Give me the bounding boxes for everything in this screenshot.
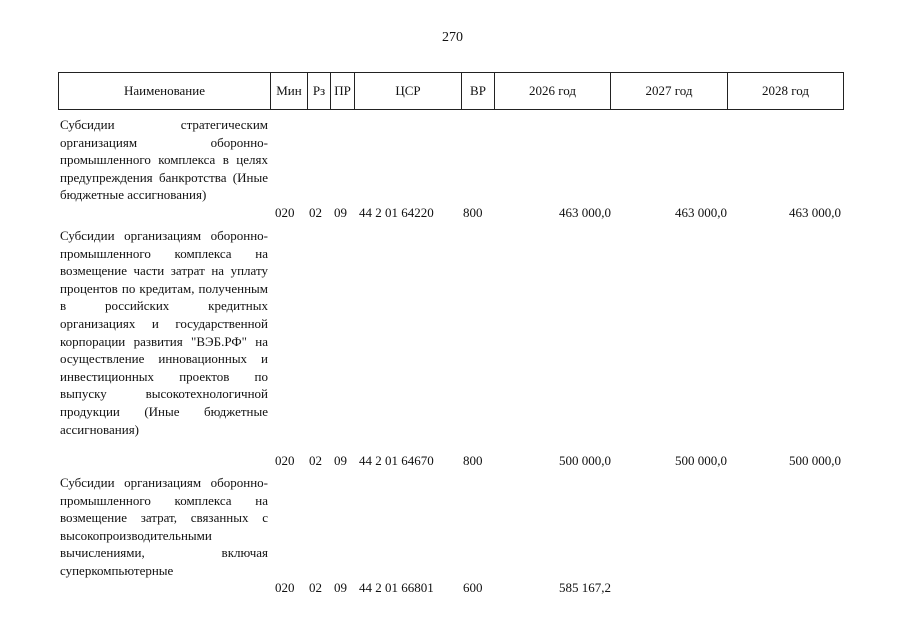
row-2028: 463 000,0: [789, 205, 841, 220]
row-csr: 44 2 01 66801: [359, 580, 434, 595]
header-2027: 2027 год: [611, 73, 728, 110]
header-rz: Рз: [308, 73, 331, 110]
row-pr: 09: [334, 205, 347, 220]
row-vr: 800: [463, 205, 483, 220]
row-min: 020: [275, 580, 295, 595]
header-min: Мин: [271, 73, 308, 110]
table-header: [58, 72, 844, 110]
row-rz: 02: [309, 205, 322, 220]
row-name: Субсидии стратегическим организациям оборонно-промышленного комплекса в целях предупреждения банкротства (Иные бюджетные ассигнования): [60, 117, 268, 203]
row-vr: 800: [463, 453, 483, 468]
header-2028: 2028 год: [728, 73, 844, 110]
header-pr: ПР: [331, 73, 355, 110]
row-pr: 09: [334, 453, 347, 468]
row-name: Субсидии организациям оборонно-промышленного комплекса на возмещение затрат, связанных с высокопроизводительными вычислениями, включая суперкомпьютерные: [60, 475, 268, 578]
row-csr: 44 2 01 64670: [359, 453, 434, 468]
row-csr: 44 2 01 64220: [359, 205, 434, 220]
header-csr: ЦСР: [355, 73, 462, 110]
row-min: 020: [275, 453, 295, 468]
row-2027: 500 000,0: [675, 453, 727, 468]
row-2028: 500 000,0: [789, 453, 841, 468]
row-pr: 09: [334, 580, 347, 595]
row-2026: 500 000,0: [559, 453, 611, 468]
header-name: Наименование: [59, 73, 271, 110]
row-2026: 585 167,2: [559, 580, 611, 595]
header-vr: ВР: [462, 73, 495, 110]
row-2026: 463 000,0: [559, 205, 611, 220]
row-2027: 463 000,0: [675, 205, 727, 220]
row-name: Субсидии организациям оборонно-промышленного комплекса на возмещение части затрат на уплату процентов по кредитам, полученным в российских кредитных организациях и государственной корпорации развития "ВЭБ.РФ" на осуществление инновационных и инвестиционных проектов по выпуску высокотехнологичной продукции (Иные бюджетные ассигнования): [60, 228, 268, 437]
page-number: 270: [442, 30, 463, 45]
row-rz: 02: [309, 580, 322, 595]
header-2026: 2026 год: [495, 73, 611, 110]
row-rz: 02: [309, 453, 322, 468]
row-vr: 600: [463, 580, 483, 595]
row-min: 020: [275, 205, 295, 220]
